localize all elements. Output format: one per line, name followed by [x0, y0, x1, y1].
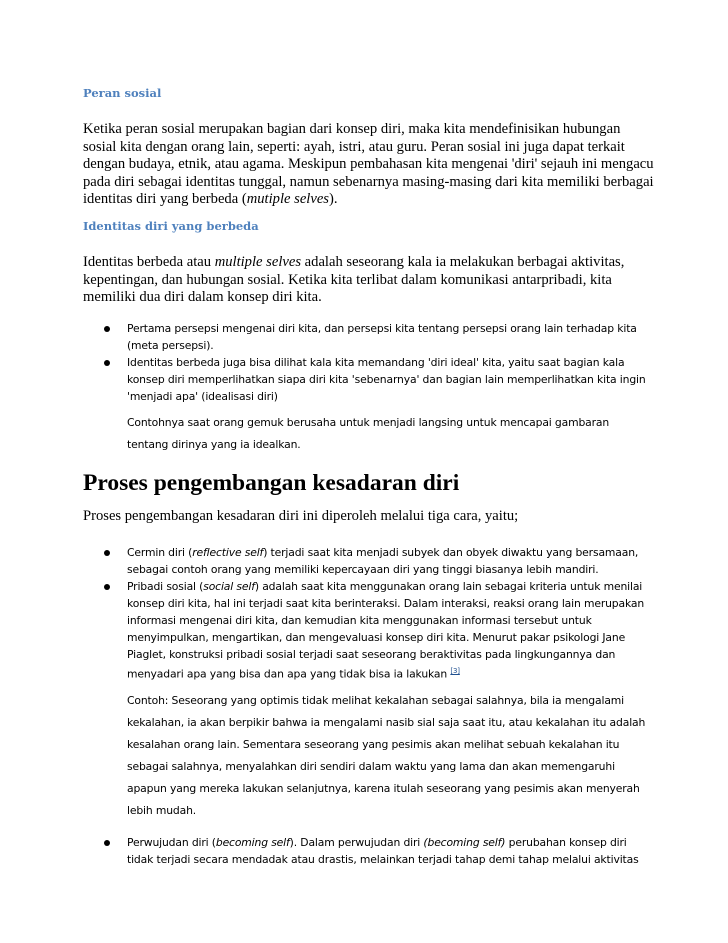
- bullet-icon: [104, 360, 110, 366]
- list-item: Pertama persepsi mengenai diri kita, dan persepsi kita tentang persepsi orang lain terhadap kita (meta persepsi).: [0, 320, 649, 354]
- identitas-bullet-list: [0, 320, 649, 456]
- intro-paragraph: Proses pengembangan kesadaran diri ini diperoleh melalui tiga cara, yaitu;: [83, 508, 519, 524]
- proses-bullet-list: [0, 544, 649, 868]
- bullet-icon: [104, 840, 110, 846]
- heading-peran-sosial: Peran sosial: [83, 86, 162, 100]
- paragraph-identitas-diri: Identitas berbeda atau multiple selves adalah seseorang kala ia melakukan berbagai aktivitas, kepentingan, dan hubungan sosial. Ketika kita terlibat dalam komunikasi antarpribadi, kita memiliki dua diri dalam konsep diri kita.: [83, 254, 625, 305]
- example-text: Contoh: Seseorang yang optimis tidak melihat kekalahan sebagai salahnya, bila ia mengalami kekalahan, ia akan berpikir bahwa ia mengalami nasib sial saja saat itu, atau kekalahan itu adalah kesalahan orang lain. Sementara seseorang yang pesimis akan melihat sebuah kekalahan itu sebagai salahnya, menyalahkan diri sendiri dalam waktu yang lama dan akan memengaruhi apapun yang mereka lakukan selanjutnya, karena itulah seseorang yang pesimis akan menyerah lebih mudah.: [127, 693, 646, 817]
- paragraph-peran-sosial: Ketika peran sosial merupakan bagian dari konsep diri, maka kita mendefinisikan hubungan sosial kita dengan orang lain, seperti: ayah, istri, atau guru. Peran sosial ini juga dapat terkait dengan budaya, etnik, atau agama. Meskipun pembahasan kita mengenai 'diri' sejauh ini mengacu pada diri sebagai identitas tunggal, namun sebenarnya masing-masing dari kita memiliki berbagai identitas diri yang berbeda (mutiple selves).: [83, 121, 654, 207]
- list-item: Cermin diri (reflective self) terjadi saat kita menjadi subyek dan obyek diwaktu yang bersamaan, sebagai contoh orang yang memiliki kepercayaan diri yang tinggi biasanya lebih mandiri.: [0, 544, 649, 578]
- list-item: Pribadi sosial (social self) adalah saat kita menggunakan orang lain sebagai kriteria untuk menilai konsep diri kita, hal ini terjadi saat kita berinteraksi. Dalam interaksi, reaksi orang lain merupakan informasi mengenai diri kita, dan kemudian kita menggunakan informasi tersebut untuk menyimpulkan, mengartikan, dan mengevaluasi konsep diri kita. Menurut pakar psikologi Jane Piaglet, konstruksi pribadi sosial terjadi saat seseorang beraktivitas pada lingkungannya dan menyadari apa yang bisa dan apa yang tidak bisa ia lakukan [3] Contoh: Seseorang yang optimis tidak melihat kekalahan sebagai salahnya, bila ia mengalami kekalahan, ia akan berpikir bahwa ia mengalami nasib sial saja saat itu, atau kekalahan itu adalah kesalahan orang lain. Sementara seseorang yang pesimis akan melihat sebuah kekalahan itu sebagai salahnya, menyalahkan diri sendiri dalam waktu yang lama dan akan memengaruhi apapun yang mereka lakukan selanjutnya, karena itulah seseorang yang pesimis akan menyerah lebih mudah.: [0, 578, 649, 822]
- example-text: Contohnya saat orang gemuk berusaha untuk menjadi langsing untuk mencapai gambaran tentang dirinya yang ia idealkan.: [127, 416, 610, 451]
- list-item: Perwujudan diri (becoming self). Dalam perwujudan diri (becoming self) perubahan konsep diri tidak terjadi secara mendadak atau drastis, melainkan terjadi tahap demi tahap melalui aktivitas: [0, 834, 649, 868]
- reference-link[interactable]: [3]: [450, 667, 460, 675]
- bullet-icon: [104, 326, 110, 332]
- heading-identitas-diri: Identitas diri yang berbeda: [83, 219, 259, 233]
- section-title: Proses pengembangan kesadaran diri: [83, 470, 460, 496]
- bullet-icon: [104, 584, 110, 590]
- list-item: Identitas berbeda juga bisa dilihat kala kita memandang 'diri ideal' kita, yaitu saat bagian kala konsep diri memperlihatkan siapa diri kita 'sebenarnya' dan bagian lain memperlihatkan kita ingin 'menjadi apa' (idealisasi diri) Contohnya saat orang gemuk berusaha untuk menjadi langsing untuk mencapai gambaran tentang dirinya yang ia idealkan.: [0, 354, 649, 456]
- bullet-icon: [104, 550, 110, 556]
